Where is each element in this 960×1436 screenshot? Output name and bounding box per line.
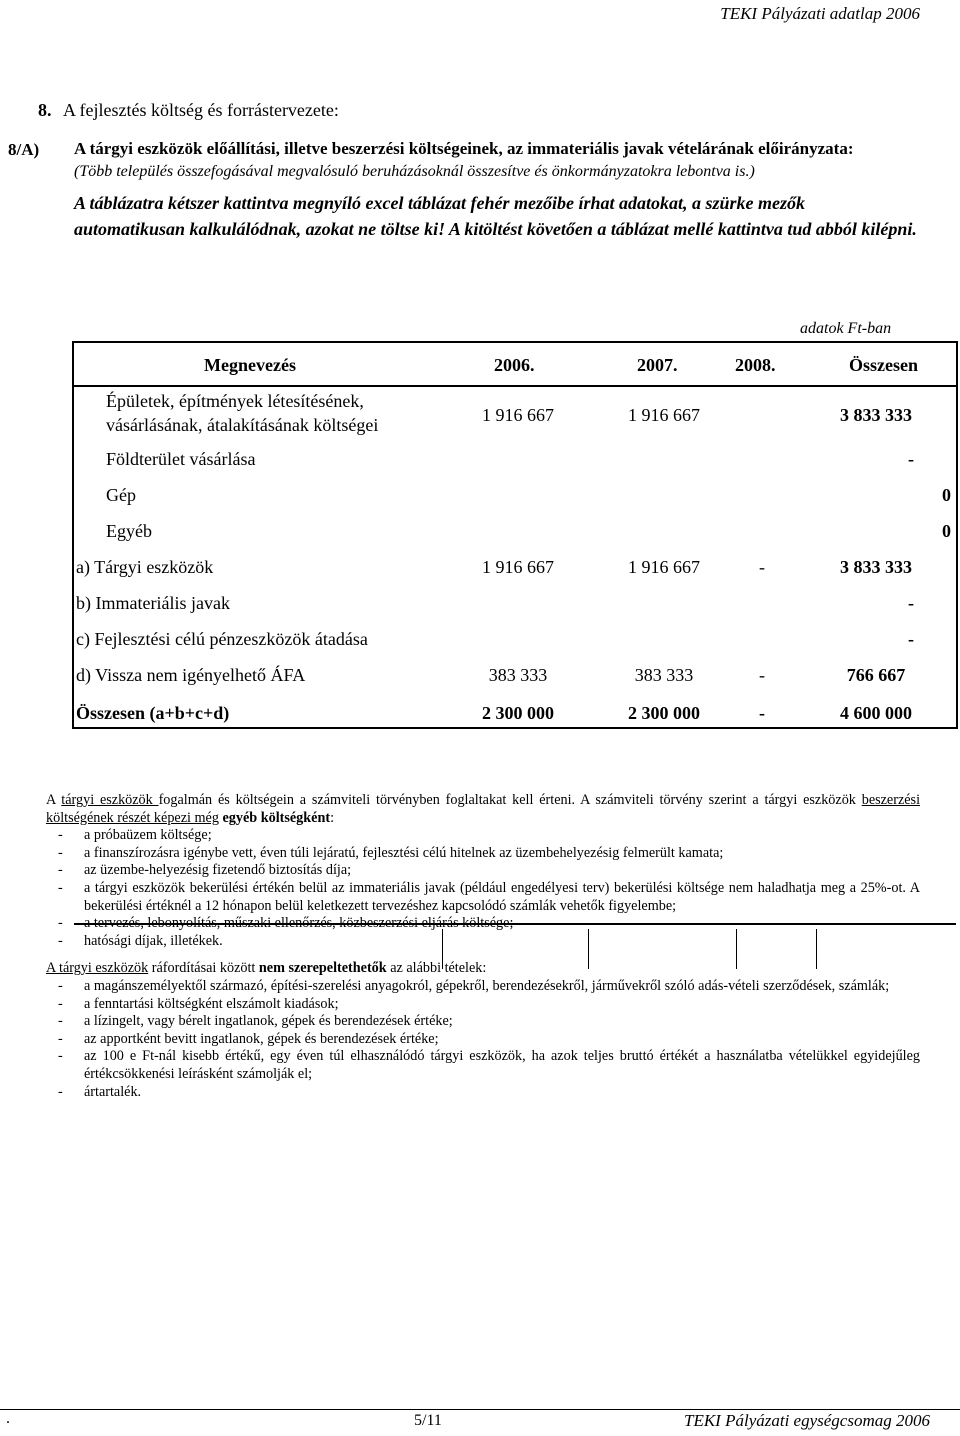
subsection-heading: A tárgyi eszközök előállítási, illetve beszerzési költségeinek, az immateriális javak vételárának előirányzata: — [74, 139, 854, 158]
footer-title: TEKI Pályázati egységcsomag 2006 — [684, 1411, 930, 1430]
cell-2006: 2 300 000 — [482, 703, 554, 723]
cell-2007: 383 333 — [634, 665, 694, 685]
row-name: Földterület vásárlása — [106, 449, 256, 469]
cell-total: - — [908, 449, 914, 469]
cell-2007[interactable]: 1 916 667 — [628, 405, 700, 425]
row-name: Egyéb — [106, 521, 152, 541]
page-number: 5/11 — [414, 1412, 442, 1429]
header-total: Összesen — [849, 355, 918, 375]
section-title-text: A fejlesztés költség és forrástervezete: — [63, 100, 339, 120]
excluded-costs-list — [46, 978, 920, 1101]
footer-dot: . — [6, 1410, 10, 1427]
cell-total: 3 833 333 — [840, 405, 912, 425]
cell-2008: - — [759, 703, 765, 723]
notes-section — [46, 792, 920, 1101]
list-item: - a magánszemélyektől származó, építési-szerelési anyagokról, gépekről, berendezésekről, járművekről szóló adás-vételi szerződések, számlák; — [58, 977, 890, 994]
subsection-body — [74, 138, 920, 242]
cost-table[interactable] — [72, 341, 958, 729]
cell-2007: 2 300 000 — [628, 703, 700, 723]
row-name: Épületek, építmények létesítésének, — [106, 391, 364, 411]
row-name: d) Vissza nem igényelhető ÁFA — [76, 665, 306, 685]
running-header: TEKI Pályázati adatlap 2006 — [720, 4, 920, 23]
list-item: - a lízingelt, vagy bérelt ingatlanok, gépek és berendezések értéke; — [58, 1013, 453, 1030]
row-name: b) Immateriális javak — [76, 593, 230, 613]
header-name: Megnevezés — [204, 355, 296, 375]
header-2008: 2008. — [735, 355, 776, 375]
included-costs-list — [46, 827, 920, 950]
cell-total: 766 667 — [846, 665, 906, 685]
list-item: - az 100 e Ft-nál kisebb értékű, egy éven túl elhasználódó tárgyi eszközök, ha azok teljes bruttó értékét a használatba vételükkel egyidejűleg értékcsökkenési leírásként számolják el; — [58, 1048, 920, 1082]
section-number: 8. — [38, 100, 52, 120]
list-item: - az üzembe-helyezésig fizetendő biztosítás díja; — [58, 862, 352, 879]
header-2006: 2006. — [494, 355, 535, 375]
list-item: - a tervezés, lebonyolítás, műszaki ellenőrzés, közbeszerzési eljárás költsége; — [58, 915, 514, 932]
cell-2008: - — [759, 557, 765, 577]
header-2007: 2007. — [637, 355, 678, 375]
list-item: - a próbaüzem költsége; — [58, 827, 212, 844]
notes-paragraph-1: A tárgyi eszközök fogalmán és költségein a számviteli törvényben foglaltakat kell érteni. A számviteli törvény szerint a tárgyi eszközök beszerzési költségének részét képezi még egyéb költségként: — [46, 792, 921, 826]
cell-total: 3 833 333 — [840, 557, 912, 577]
cell-total: - — [908, 593, 914, 613]
cell-2006[interactable]: 1 916 667 — [482, 405, 554, 425]
footer-rule — [0, 1409, 960, 1410]
cell-2006: 1 916 667 — [482, 557, 554, 577]
row-name: Összesen (a+b+c+d) — [76, 703, 230, 723]
section-title — [38, 100, 339, 121]
list-item: - hatósági díjak, illetékek. — [58, 932, 223, 949]
row-name: c) Fejlesztési célú pénzeszközök átadása — [76, 629, 368, 649]
notes-paragraph-2: A tárgyi eszközök ráfordításai között nem szerepeltethetők az alábbi tételek: — [46, 960, 487, 977]
cell-2008: - — [759, 665, 765, 685]
subsection-note: (Több település összefogásával megvalósuló beruházásoknál összesítve és önkormányzatokra lebontva is.) — [74, 163, 755, 180]
list-item: - a fenntartási költségként elszámolt kiadások; — [58, 995, 339, 1012]
table-instruction: A táblázatra kétszer kattintva megnyíló excel táblázat fehér mezőibe írhat adatokat, a szürke mezők automatikusan kalkulálódnak, azokat ne töltse ki! A kitöltést követően a táblázat mellé kattintva tud abból kilépni. — [74, 193, 917, 239]
table-units: adatok Ft-ban — [800, 320, 892, 337]
table-rule — [74, 385, 956, 387]
cell-total: 0 — [942, 521, 951, 541]
cell-total: 4 600 000 — [840, 703, 912, 723]
row-name: vásárlásának, átalakításának költségei — [106, 415, 379, 435]
subsection-label: 8/A) — [8, 140, 40, 159]
cell-2006: 383 333 — [488, 665, 548, 685]
cell-2007: 1 916 667 — [628, 557, 700, 577]
list-item: - az apportként bevitt ingatlanok, gépek és berendezések értéke; — [58, 1030, 439, 1047]
cell-total: - — [908, 629, 914, 649]
list-item: - ártartalék. — [58, 1083, 142, 1100]
row-name: Gép — [106, 485, 136, 505]
cell-total: 0 — [942, 485, 951, 505]
row-name: a) Tárgyi eszközök — [76, 557, 214, 577]
list-item: - a tárgyi eszközök bekerülési értékén belül az immateriális javak (például engedélyesi terv) bekerülési költsége nem haladhatja meg a 25%-ot. A bekerülési értéknél a 12 hónapon belül keletkezett tervezéshez kapcsolódó számlák vehetők figyelembe; — [58, 879, 920, 914]
list-item: - a finanszírozásra igénybe vett, éven túli lejáratú, fejlesztési célú hitelnek az üzembehelyezésig felmerült kamata; — [58, 844, 724, 861]
